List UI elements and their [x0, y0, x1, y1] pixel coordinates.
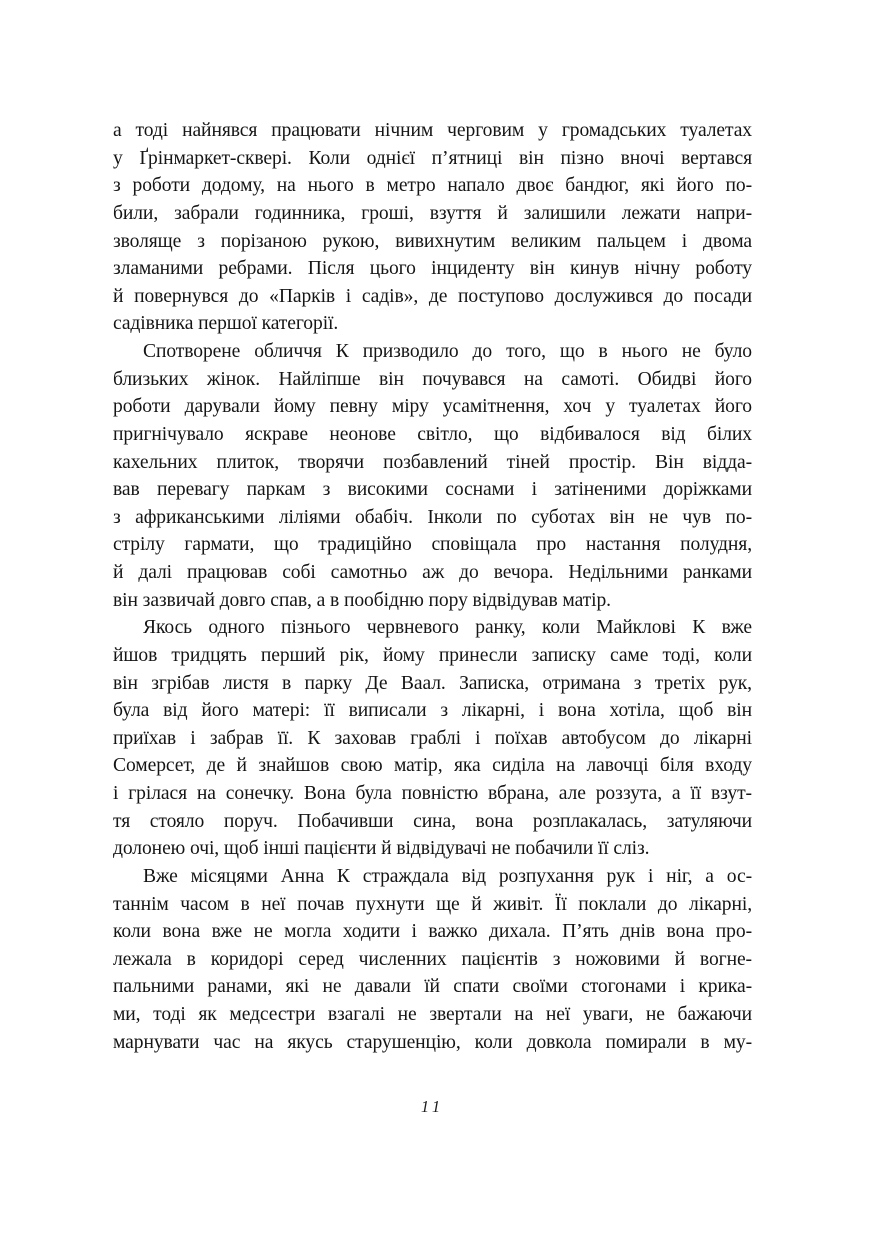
- text-line: ми, тоді як медсестри взагалі не звертали на неї уваги, не бажаючи: [113, 1004, 752, 1025]
- text-line: й далі працював собі самотньо аж до вечора. Недільними ранками: [113, 562, 752, 583]
- text-line: йшов тридцять перший рік, йому принесли записку саме тоді, коли: [113, 644, 752, 666]
- text-line: і грілася на сонечку. Вона була повністю вбрана, але роззута, а її взут-: [113, 783, 752, 804]
- text-line: долонею очі, щоб інші пацієнти й відвідувачі не побачили її сліз.: [113, 838, 650, 860]
- text-line: роботи дарували йому певну міру усамітнення, хоч у туалетах його: [113, 396, 752, 418]
- text-line: а тоді найнявся працювати нічним черговим у громадських туалетах: [113, 120, 752, 141]
- paragraph: [113, 117, 752, 338]
- text-line: Спотворене обличчя К призводило до того, що в нього не було: [143, 341, 752, 362]
- text-line: таннім часом в неї почав пухнути ще й живіт. Її поклали до лікарні,: [113, 893, 752, 915]
- text-line: марнувати час на якусь старушенцію, коли довкола помирали в му-: [113, 1031, 752, 1053]
- text-line: він згрібав листя в парку Де Ваал. Записка, отримана з третіх рук,: [113, 672, 752, 694]
- text-line: з роботи додому, на нього в метро напало двоє бандюг, які його по-: [113, 175, 752, 197]
- text-line: Якось одного пізнього червневого ранку, коли Майклові К вже: [143, 617, 752, 639]
- text-line: тя стояло поруч. Побачивши сина, вона розплакалась, затуляючи: [113, 810, 752, 832]
- text-line: й повернувся до «Парків і садів», де поступово дослужився до посади: [113, 285, 752, 307]
- text-line: Сомерсет, де й знайшов свою матір, яка сиділа на лавочці біля входу: [113, 755, 752, 777]
- text-line: стрілу гармати, що традиційно сповіщала про настання полудня,: [113, 534, 752, 556]
- page-number: 11: [420, 1097, 445, 1116]
- text-line: коли вона вже не могла ходити і важко дихала. П’ять днів вона про-: [113, 921, 752, 943]
- text-line: Вже місяцями Анна К страждала від розпухання рук і ніг, а ос-: [143, 865, 752, 887]
- text-line: з африканськими ліліями обабіч. Інколи по суботах він не чув по-: [113, 506, 752, 528]
- text-block: [113, 117, 752, 1056]
- paragraph: [113, 338, 752, 614]
- text-line: лежала в коридорі серед численних пацієнтів з ножовими й вогне-: [113, 948, 752, 970]
- text-line: він зазвичай довго спав, а в пообідню пору відвідував матір.: [113, 589, 611, 611]
- text-line: була від його матері: її виписали з лікарні, і вона хотіла, щоб він: [113, 700, 752, 722]
- text-line: садівника першої категорії.: [113, 313, 339, 335]
- text-line: у Ґрінмаркет-сквері. Коли однієї п’ятниці він пізно вночі вертався: [113, 147, 752, 169]
- text-line: зламаними ребрами. Після цього інциденту він кинув нічну роботу: [113, 258, 752, 280]
- text-line: приїхав і забрав її. К заховав граблі і поїхав автобусом до лікарні: [113, 727, 752, 749]
- text-line: зволяще з порізаною рукою, вивихнутим великим пальцем і двома: [113, 230, 752, 252]
- text-line: пальними ранами, які не давали їй спати своїми стогонами і крика-: [113, 976, 752, 998]
- text-line: кахельних плиток, творячи позбавлений тіней простір. Він відда-: [113, 451, 752, 473]
- paragraph: [113, 614, 752, 863]
- text-line: пригнічувало яскраве неонове світло, що відбивалося від білих: [113, 423, 752, 445]
- text-line: близьких жінок. Найліпше він почувався на самоті. Обидві його: [113, 368, 752, 390]
- paragraph: [113, 863, 752, 1056]
- text-line: вав перевагу паркам з високими соснами і затіненими доріжками: [113, 479, 752, 501]
- text-line: били, забрали годинника, гроші, взуття й залишили лежати напри-: [113, 202, 752, 224]
